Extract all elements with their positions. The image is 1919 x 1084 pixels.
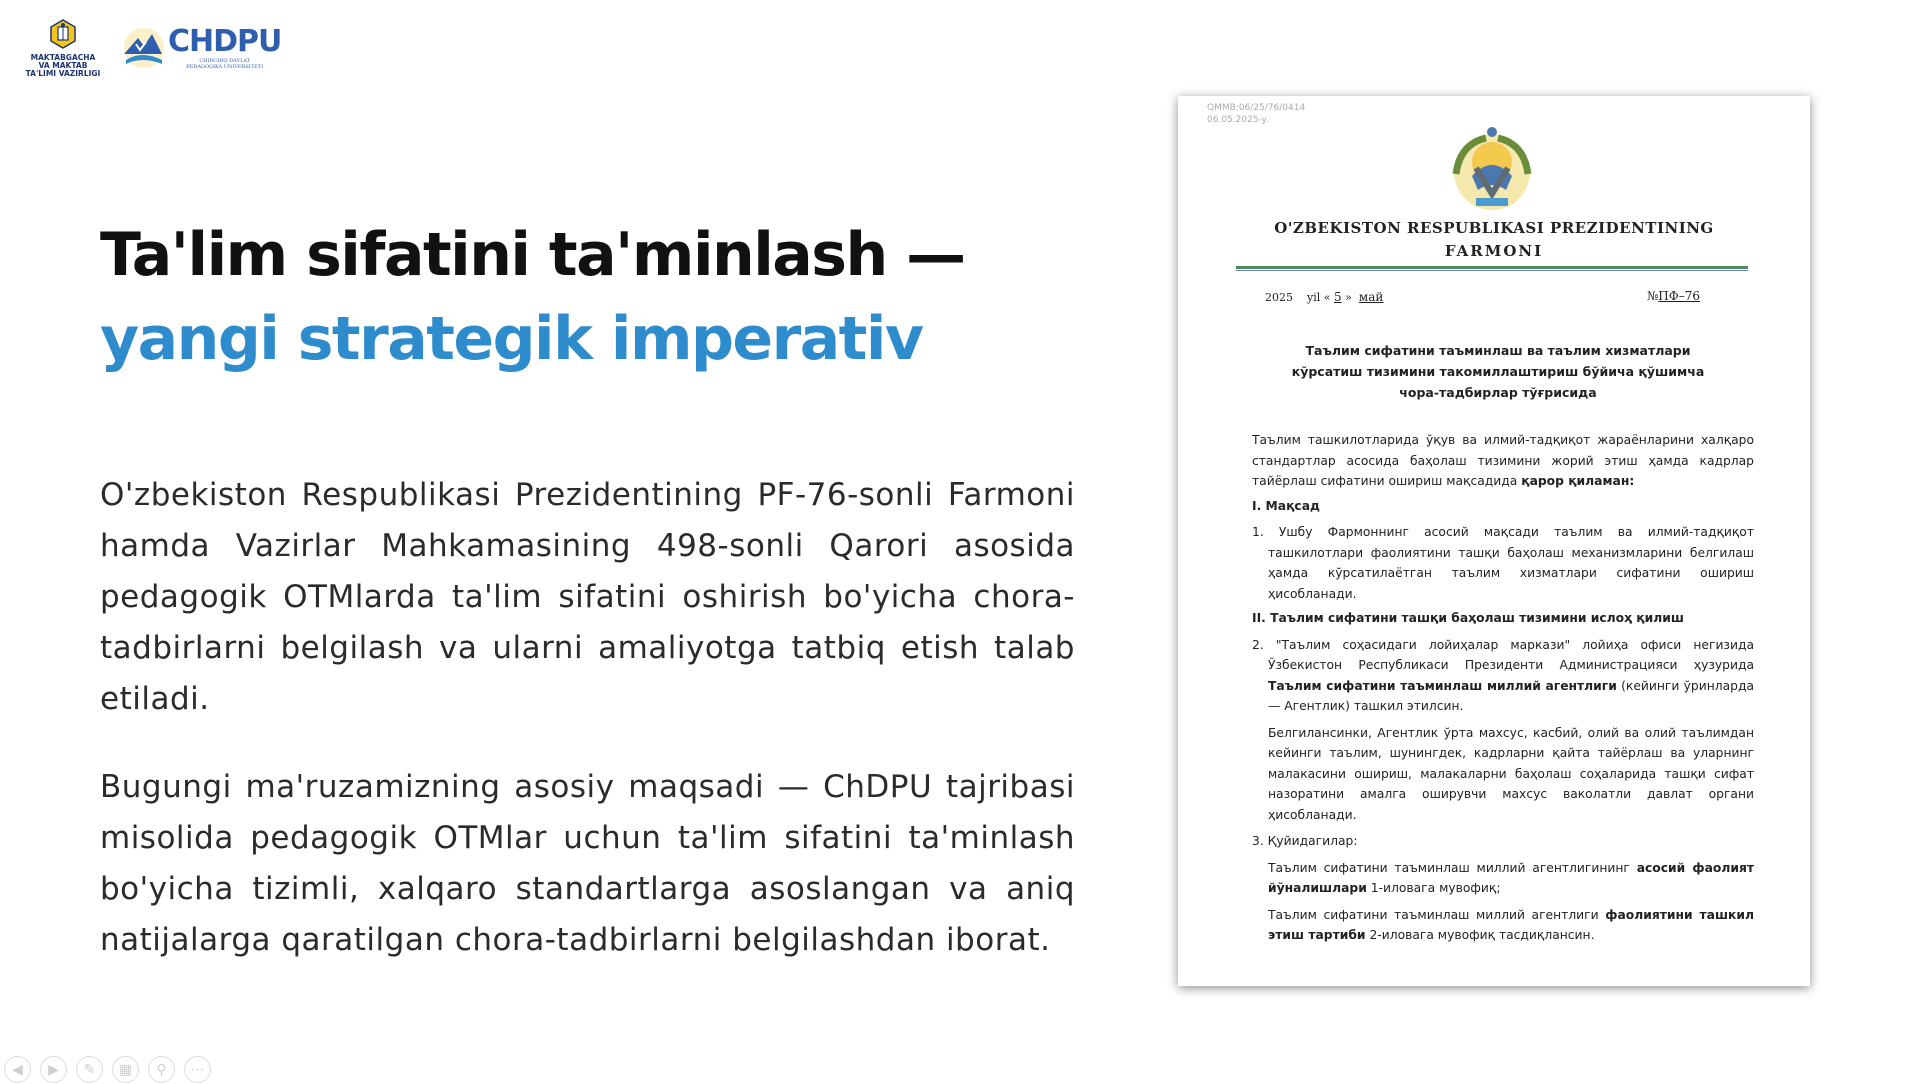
next-icon[interactable]: ▶ — [40, 1056, 67, 1083]
university-logo — [118, 24, 281, 72]
decree-item-3-a: Таълим сифатини таъминлаш миллий агентлигининг асосий фаолият йўналишлари 1-иловага мувофиқ; — [1268, 860, 1754, 895]
paragraph-1: O'zbekiston Respublikasi Prezidentining PF-76-sonli Farmoni hamda Vazirlar Mahkamasining 498-sonli Qarori asosida pedagogik OTMlarda ta'lim sifatini oshirish bo'yicha chora-tadbirlarni belgilash va ularni amaliyotga tatbiq etish talab etiladi. — [100, 477, 1075, 717]
decree-item-3-b: Таълим сифатини таъминлаш миллий агентлиги фаолиятини ташкил этиш тартиби 2-иловага мувофиқ тасдиқлансин. — [1268, 907, 1754, 942]
ministry-logo — [22, 18, 104, 78]
decree-heading — [1178, 217, 1810, 263]
decree-heading-line-1: O'ZBEKISTON RESPUBLIKASI PREZIDENTINING — [1274, 219, 1714, 237]
title-line-1: Ta'lim sifatini ta'minlash — — [100, 220, 965, 290]
title-line-2: yangi strategik imperativ — [100, 304, 923, 374]
decree-heading-line-2: FARMONI — [1444, 242, 1544, 260]
more-icon[interactable]: ⋯ — [184, 1056, 211, 1083]
decree-item-3: 3. Қуйидагилар: — [1252, 834, 1358, 848]
decree-item-1: 1. Ушбу Фармоннинг асосий мақсади таълим ва илмий-тадқиқот ташкилотлари фаолиятини ташқи баҳолаш механизмларини белгилаш ҳамда кўрсатилаётган таълим хизматлари сифатини ошириш ҳисобланади. — [1252, 525, 1754, 601]
decree-date: 2025 yil « 5 » май — [1265, 290, 1384, 304]
ministry-name: MAKTABGACHA VA MAKTAB TA'LIMI VAZIRLIGI — [25, 53, 101, 78]
logo-bar — [22, 18, 281, 88]
registration-date: 06.05.2025-y. — [1207, 115, 1269, 125]
decree-intro: Таълим ташкилотларида ўқув ва илмий-тадқиқот жараёнларини халқаро стандартлар асосида баҳолаш тизимини жорий этиш ҳамда кадрлар тайёрлаш сифатини ошириш мақсадида қарор қиламан: — [1252, 433, 1754, 488]
state-emblem-icon — [1446, 124, 1538, 214]
heading-rule — [1236, 266, 1748, 269]
presentation-controls — [4, 1056, 211, 1083]
section-2-heading: II. Таълим сифатини ташқи баҳолаш тизимини ислоҳ қилиш — [1252, 611, 1684, 625]
decree-item-2: 2. "Таълим соҳасидаги лойиҳалар маркази" лойиҳа офиси негизида Ўзбекистон Республикаси Президенти Администрацияси ҳузурида Таълим сифатини таъминлаш миллий агентлиги (кейинги ўринларда — Агентлик) ташкил этилсин. — [1252, 637, 1754, 713]
slides-icon[interactable]: ▦ — [112, 1056, 139, 1083]
decree-body — [1252, 430, 1754, 946]
decree-document — [1178, 96, 1810, 986]
decree-title: Таълим сифатини таъминлаш ва таълим хизматлари кўрсатиш тизимини такомиллаштириш бўйича қўшимча чора-тадбирлар тўғрисида — [1291, 343, 1705, 400]
prev-icon[interactable]: ◀ — [4, 1056, 31, 1083]
decree-item-2-paragraph: Белгилансинки, Агентлик ўрта махсус, касбий, олий ва олий таълимдан кейинги таълим, шунингдек, кадрларни қайта тайёрлаш ва уларнинг малакасини ошириш, малакаларни баҳолаш соҳаларида ташқи сифат назоратини амалга оширувчи махсус ваколатли давлат органи ҳисобланади. — [1268, 725, 1754, 822]
university-name: CHDPU — [168, 23, 282, 59]
zoom-icon[interactable]: ⚲ — [148, 1056, 175, 1083]
heading-rule-thin — [1236, 270, 1748, 271]
section-1-heading: I. Мақсад — [1252, 498, 1320, 513]
paragraph-2: Bugungi ma'ruzamizning asosiy maqsadi — ChDPU tajribasi misolida pedagogik OTMlar uchun ta'lim sifatini ta'minlash bo'yicha tizimli, xalqaro standartlarga asoslangan va aniq natijalarga qaratilgan chora-tadbirlarni belgilashdan iborat. — [100, 769, 1075, 958]
slide-title — [100, 213, 965, 381]
decree-number: №ПФ–76 — [1646, 289, 1700, 303]
pen-icon[interactable]: ✎ — [76, 1056, 103, 1083]
registration-stamp — [1207, 102, 1305, 126]
ministry-emblem-icon — [47, 18, 79, 50]
university-subtitle: CHIRCHIQ DAVLAT PEDAGOGIKA UNIVERSITETI — [186, 57, 264, 70]
university-emblem-icon — [118, 24, 166, 72]
registration-number: QMMB:06/25/76/0414 — [1207, 103, 1306, 113]
